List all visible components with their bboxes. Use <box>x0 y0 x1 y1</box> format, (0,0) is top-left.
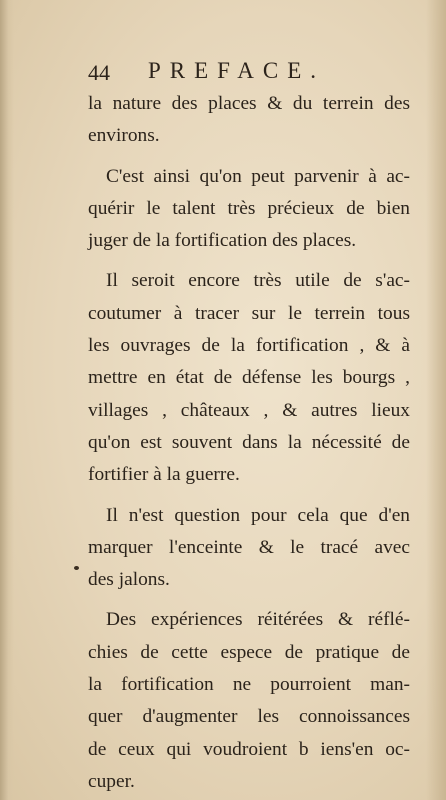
text-line: quérir le talent très précieux de bien <box>88 197 410 219</box>
text-line: mettre en état de défense les bourgs , <box>88 367 410 389</box>
running-head: PREFACE. <box>148 58 326 83</box>
text-line: la fortification ne pourroient man- <box>88 674 410 696</box>
text-line: quer d'augmenter les connoissances <box>88 706 410 728</box>
ink-mark <box>74 566 79 570</box>
text-line: fortifier à la guerre. <box>88 464 240 486</box>
page-gutter-shadow <box>0 0 14 800</box>
page-edge <box>426 0 446 800</box>
text-line: qu'on est souvent dans la nécessité de <box>88 431 410 453</box>
page-number: 44 <box>88 60 110 85</box>
text-line: villages , châteaux , & autres lieux <box>88 399 410 421</box>
text-line: juger de la fortification des places. <box>88 230 357 252</box>
text-line: la nature des places & du terrein des <box>88 93 410 114</box>
paragraph-first-line: Des expériences réitérées & réflé- <box>106 609 410 631</box>
page-header <box>88 54 378 88</box>
body-text <box>88 88 410 798</box>
text-line: chies de cette espece de pratique de <box>88 641 410 663</box>
paragraph-first-line: Il seroit encore très utile de s'ac- <box>106 270 410 292</box>
paragraph-first-line: C'est ainsi qu'on peut parvenir à ac- <box>106 165 410 187</box>
text-line: coutumer à tracer sur le terrein tous <box>88 302 410 324</box>
text-line: des jalons. <box>88 569 170 591</box>
text-line: les ouvrages de la fortification , & à <box>88 335 410 357</box>
text-line: marquer l'enceinte & le tracé avec <box>88 536 410 558</box>
text-line: environs. <box>88 125 160 147</box>
text-line: de ceux qui voudroient b iens'en oc- <box>88 738 410 760</box>
text-line: cuper. <box>88 770 135 792</box>
paragraph-first-line: Il n'est question pour cela que d'en <box>106 504 410 526</box>
